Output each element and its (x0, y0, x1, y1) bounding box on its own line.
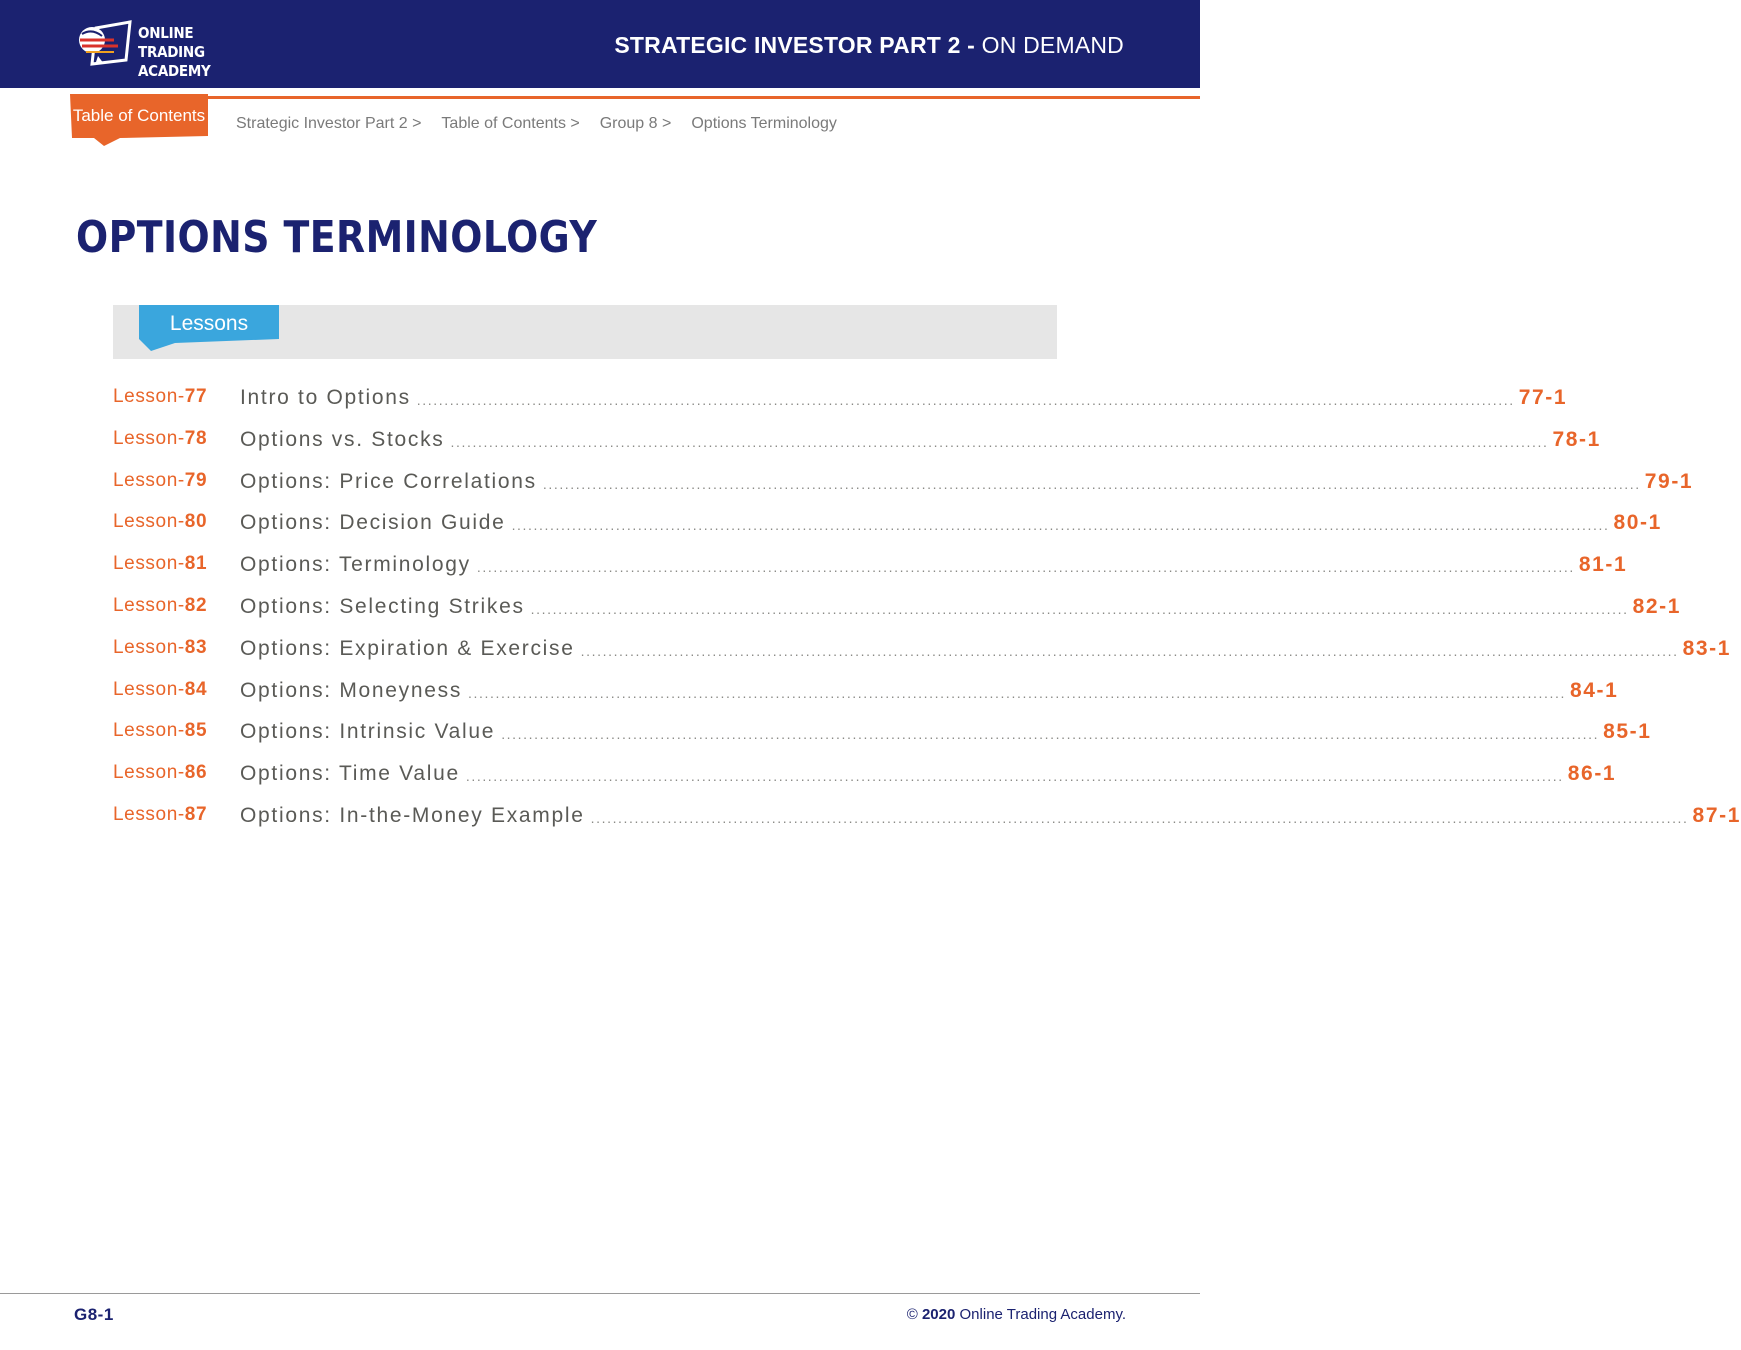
lesson-page: 83-1 (1682, 636, 1731, 660)
lesson-number-value: 80 (184, 511, 208, 533)
page-title: OPTIONS TERMINOLOGY (76, 212, 598, 263)
list-item[interactable] (113, 678, 1619, 721)
list-item[interactable] (113, 720, 1652, 762)
lesson-number-value: 84 (184, 678, 208, 700)
lesson-number (113, 511, 240, 533)
lesson-prefix: Lesson- (113, 678, 185, 700)
course-title-main: STRATEGIC INVESTOR PART 2 - (614, 32, 976, 58)
logo-line-2: ACADEMY (138, 62, 211, 80)
lessons-tab-label: Lessons (169, 312, 249, 335)
lesson-number (113, 679, 240, 701)
list-item[interactable] (113, 386, 1568, 428)
lesson-page: 80-1 (1613, 511, 1662, 535)
lesson-prefix: Lesson- (113, 803, 185, 825)
toc-tab-label: Table of Contents (72, 106, 206, 125)
list-item[interactable] (113, 762, 1617, 804)
list-item[interactable] (113, 427, 1601, 470)
list-item[interactable] (113, 636, 1731, 679)
lessons-tab (139, 305, 279, 351)
lesson-list (113, 386, 1741, 846)
lesson-prefix: Lesson- (113, 636, 185, 658)
lesson-number-value: 87 (184, 803, 208, 825)
list-item[interactable] (113, 469, 1694, 512)
logo-text (138, 24, 233, 81)
lesson-number (113, 470, 240, 492)
lesson-title: Options: Expiration & Exercise (240, 636, 575, 660)
lesson-prefix: Lesson- (113, 427, 185, 449)
breadcrumb (236, 115, 837, 133)
leader-dots: ........................................................................................................................................................................................................ (476, 559, 1575, 576)
lesson-page: 87-1 (1692, 803, 1741, 827)
lesson-number-value: 77 (184, 386, 208, 407)
lesson-prefix: Lesson- (113, 720, 185, 742)
breadcrumb-item-group[interactable]: Group 8 > (599, 115, 672, 132)
lesson-number (113, 804, 240, 826)
logo[interactable] (74, 20, 244, 80)
lesson-page: 77-1 (1518, 386, 1568, 409)
lesson-prefix: Lesson- (113, 762, 185, 784)
footer-rule (0, 1293, 1200, 1294)
lesson-number (113, 762, 240, 784)
lesson-prefix: Lesson- (113, 594, 185, 616)
lesson-number-value: 81 (184, 553, 208, 575)
lesson-number-value: 85 (184, 720, 208, 742)
breadcrumb-rule (208, 96, 1200, 99)
lesson-title: Options: Time Value (240, 762, 460, 786)
lesson-number (113, 720, 240, 742)
lesson-title: Options: Decision Guide (240, 511, 506, 535)
copyright-year: 2020 (921, 1306, 956, 1323)
leader-dots: ........................................................................................................................................................................................................ (530, 600, 1629, 617)
leader-dots: ........................................................................................................................................................................................................ (511, 517, 1610, 534)
lesson-prefix: Lesson- (113, 553, 185, 575)
toc-tab[interactable] (70, 94, 208, 146)
leader-dots: ........................................................................................................................................................................................................ (465, 768, 1564, 785)
lesson-title: Options: Moneyness (240, 678, 463, 702)
list-item[interactable] (113, 594, 1682, 637)
logo-line-1: ONLINE TRADING (138, 24, 205, 61)
lesson-number-value: 86 (184, 762, 208, 784)
list-item[interactable] (113, 511, 1662, 553)
lesson-title: Options: Intrinsic Value (240, 720, 496, 744)
breadcrumb-item-toc[interactable]: Table of Contents > (441, 115, 580, 132)
lesson-number (113, 637, 240, 659)
lesson-title: Options: Price Correlations (240, 469, 537, 493)
course-title-sub: ON DEMAND (981, 32, 1124, 58)
lesson-page: 81-1 (1578, 553, 1628, 577)
leader-dots: ........................................................................................................................................................................................................ (416, 392, 1515, 408)
lesson-number (113, 428, 240, 450)
leader-dots: ........................................................................................................................................................................................................ (450, 433, 1549, 450)
lesson-page: 85-1 (1603, 720, 1652, 744)
copyright-owner: Online Trading Academy. (959, 1306, 1126, 1323)
lesson-title: Intro to Options (240, 386, 411, 409)
lesson-title: Options: In-the-Money Example (240, 803, 585, 827)
leader-dots: ........................................................................................................................................................................................................ (580, 642, 1679, 659)
footer-page-number: G8-1 (74, 1305, 114, 1324)
lesson-number-value: 79 (184, 469, 208, 491)
lesson-prefix: Lesson- (113, 469, 185, 491)
leader-dots: ........................................................................................................................................................................................................ (468, 684, 1566, 701)
lesson-page: 84-1 (1569, 678, 1619, 702)
leader-dots: ........................................................................................................................................................................................................ (590, 809, 1689, 826)
footer-copyright (907, 1306, 1126, 1323)
lesson-title: Options: Selecting Strikes (240, 594, 525, 618)
list-item[interactable] (113, 803, 1741, 846)
lesson-title: Options vs. Stocks (240, 427, 445, 451)
lesson-page: 79-1 (1644, 469, 1694, 493)
lesson-number-value: 83 (184, 636, 208, 658)
course-title (614, 32, 1124, 59)
lesson-number (113, 553, 240, 575)
lesson-prefix: Lesson- (113, 386, 185, 407)
header-bar (0, 0, 1200, 88)
lesson-number (113, 386, 240, 408)
breadcrumb-item-current: Options Terminology (691, 115, 837, 132)
lesson-title: Options: Terminology (240, 553, 471, 577)
lesson-page: 82-1 (1632, 594, 1682, 618)
leader-dots: ........................................................................................................................................................................................................ (501, 726, 1600, 743)
logo-icon (74, 20, 132, 66)
lesson-number-value: 78 (184, 427, 208, 449)
lesson-page: 86-1 (1567, 762, 1617, 786)
copyright-symbol: © (906, 1306, 918, 1323)
list-item[interactable] (113, 553, 1628, 595)
breadcrumb-item-course[interactable]: Strategic Investor Part 2 > (236, 115, 422, 132)
lesson-number (113, 595, 240, 617)
lesson-prefix: Lesson- (113, 511, 185, 533)
lesson-number-value: 82 (184, 594, 208, 616)
lesson-page: 78-1 (1552, 427, 1601, 451)
leader-dots: ........................................................................................................................................................................................................ (542, 475, 1641, 492)
